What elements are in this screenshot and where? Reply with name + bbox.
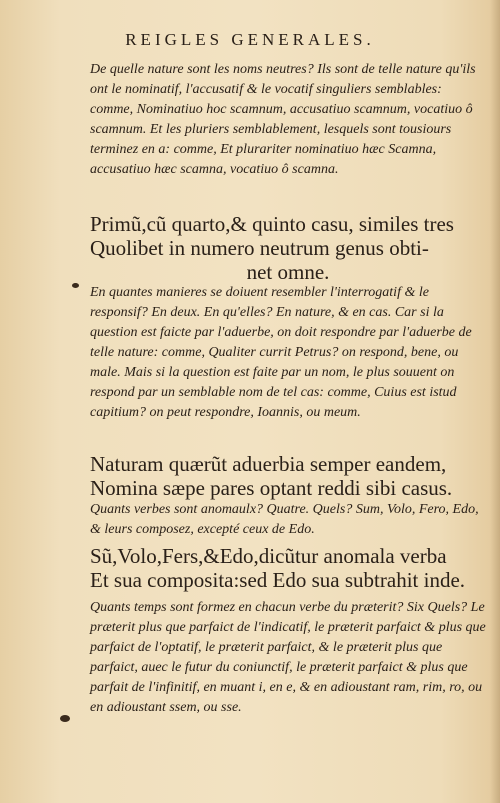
paragraph-interrogative: En quantes manieres se doiuent resembler l'interrogatif & le responsif? En deux. En qu'elles? En nature, & en cas. Car si la question est faicte par l'aduerbe, on doit respondre par l'aduerbe de telle nature: comme, Qualiter currit Petrus? on respond, bene, ou male. Mais si la question est faite par un nom, le plus souuent on respond par un semblable nom de tel cas: comme, Cuius est istud capitium? on peut respondre, Ioannis, ou meum. [90, 285, 472, 420]
verse-line: Sũ,Volo,Fers,&Edo,dicũtur anomala verba [90, 544, 447, 568]
ink-spot [60, 715, 70, 722]
verse-line: Quolibet in numero neutrum genus obti- [90, 236, 429, 260]
verse-anomalous [90, 544, 486, 592]
verse-neuter-cases [90, 212, 486, 284]
paragraph-neuter-nouns: De quelle nature sont les noms neutres? Ils sont de telle nature qu'ils ont le nominatif, l'accusatif & le vocatif singuliers semblables: comme, Nominatiuo hoc scamnum, accusatiuo scamnum, vocatiuo ô scamnum. Et les pluriers semblablement, lesquels sont tousiours terminez en a: comme, Et plurariter nominatiuo hæc Scamna, accusatiuo hæc scamna, vocatiuo ô scamna. [90, 62, 476, 177]
verse-line: Et sua composita:sed Edo sua subtrahit inde. [90, 568, 466, 592]
page-heading: REIGLES GENERALES. [125, 30, 375, 49]
verse-adverbs [90, 452, 486, 500]
verse-line: Naturam quærũt aduerbia semper eandem, [90, 452, 447, 476]
verse-line: Primũ,cũ quarto,& quinto casu, similes tres [90, 212, 454, 236]
paragraph-preterit-tenses: Quants temps sont formez en chacun verbe du præterit? Six Quels? Le præterit plus que parfaict de l'indicatif, le præterit parfaict & plus que parfaict de l'optatif, le præterit parfaict, & le præterit plus que parfaict, auec le futur du coniunctif, le præterit parfaict & plus que parfait de l'infinitif, en muant i, en e, & en adioustant ram, rim, ro, ou en adioustant ssem, ou sse. [90, 600, 486, 715]
paragraph-anomalous-verbs: Quants verbes sont anomaulx? Quatre. Quels? Sum, Volo, Fero, Edo, & leurs composez, excepté ceux de Edo. [90, 502, 479, 537]
ink-spot [72, 283, 79, 288]
verse-line: Nomina sæpe pares optant reddi sibi casus. [90, 476, 453, 500]
verse-line: net omne. [246, 260, 330, 284]
